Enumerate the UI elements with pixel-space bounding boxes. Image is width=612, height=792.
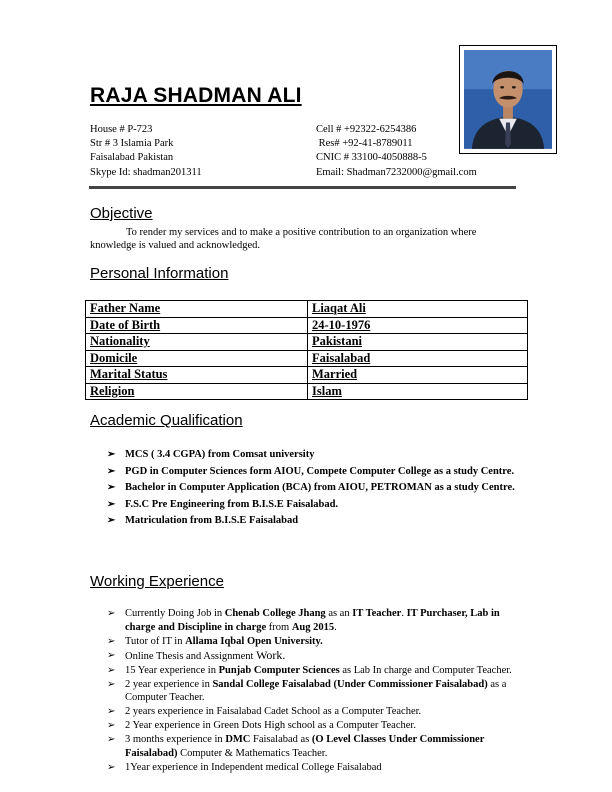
academic-item-text: Bachelor in Computer Application (BCA) from AIOU, PETROMAN as a study Centre. — [125, 482, 515, 493]
info-row — [86, 367, 528, 384]
info-value: Pakistani — [312, 334, 363, 349]
info-key: Domicile — [90, 350, 138, 365]
work-item-bold-text: Allama Iqbal Open University. — [185, 635, 323, 647]
work-list — [107, 607, 517, 775]
arrow-bullet-icon: ➢ — [107, 734, 116, 745]
work-item — [107, 635, 517, 649]
work-item-bold-text: Sandal College Faisalabad (Under Commissioner Faisalabad) — [212, 678, 488, 690]
work-item-text: as Lab In charge and Computer Teacher. — [339, 664, 512, 676]
work-item-text: Faisalabad as — [250, 734, 312, 745]
arrow-bullet-icon: ➢ — [107, 761, 116, 773]
info-key: Father Name — [90, 301, 161, 316]
work-item-text: Computer & Mathematics Teacher. — [177, 747, 328, 759]
work-item-bold-text: Chenab College Jhang — [224, 608, 326, 619]
info-key-cell — [86, 350, 308, 367]
candidate-name: RAJA SHADMAN ALI — [90, 84, 302, 107]
work-item — [107, 664, 517, 678]
arrow-bullet-icon: ➢ — [107, 608, 116, 619]
house-address: House # P-723 — [90, 124, 153, 135]
objective-text-block — [90, 226, 520, 252]
work-item — [107, 678, 517, 705]
info-key: Marital Status — [90, 367, 168, 382]
street-address: Str # 3 Islamia Park — [90, 138, 174, 150]
info-key-cell — [86, 367, 308, 384]
arrow-bullet-icon: ➢ — [107, 449, 116, 460]
work-item — [107, 761, 517, 775]
arrow-bullet-icon: ➢ — [107, 515, 116, 526]
info-value-cell — [308, 383, 528, 400]
arrow-bullet-icon: ➢ — [107, 482, 116, 493]
work-item-text: Work. — [256, 647, 286, 662]
info-value-cell — [308, 350, 528, 367]
cnic-number: CNIC # 33100-4050888-5 — [316, 152, 427, 164]
info-row — [86, 317, 528, 334]
academic-heading: Academic Qualification — [90, 412, 243, 429]
info-value-cell — [308, 334, 528, 351]
residence-number: Res# +92-41-8789011 — [316, 138, 413, 150]
contact-phone-block — [316, 123, 516, 180]
academic-item-text: F.S.C Pre Engineering from B.I.S.E Faisalabad. — [125, 498, 339, 510]
arrow-bullet-icon: ➢ — [107, 498, 116, 510]
work-item — [107, 733, 517, 760]
info-value: Faisalabad — [312, 350, 371, 365]
work-item-text: 15 Year experience in — [125, 664, 219, 676]
work-item-text: 3 months experience in — [125, 734, 226, 745]
academic-item-text: PGD in Computer Sciences form AIOU, Compete Computer College as a study Centre. — [125, 465, 515, 477]
academic-item-text: Matriculation from B.I.S.E Faisalabad — [125, 515, 299, 526]
work-item-text: as an — [325, 608, 353, 619]
academic-item-text: MCS ( 3.4 CGPA) from Comsat university — [125, 449, 315, 460]
info-key-cell — [86, 317, 308, 334]
work-item-text: as a Computer Teacher. — [125, 678, 507, 703]
work-item-bold-text: (O Level Classes Under Commissioner Faisalabad) — [125, 734, 485, 759]
info-row — [86, 350, 528, 367]
info-value-cell — [308, 301, 528, 318]
work-item-text: Currently Doing Job in — [125, 608, 225, 619]
info-key: Date of Birth — [90, 317, 161, 332]
arrow-bullet-icon: ➢ — [107, 678, 116, 690]
work-item — [107, 649, 517, 664]
info-key: Nationality — [90, 334, 150, 349]
arrow-bullet-icon: ➢ — [107, 649, 116, 661]
personal-info-heading: Personal Information — [90, 265, 229, 282]
academic-item — [107, 514, 517, 528]
info-key-cell — [86, 334, 308, 351]
contact-address-block — [90, 123, 310, 180]
arrow-bullet-icon: ➢ — [107, 706, 116, 717]
academic-item — [107, 465, 517, 479]
work-item-text: . — [401, 608, 407, 619]
work-item-text: Tutor of IT in — [125, 635, 186, 647]
info-value-cell — [308, 367, 528, 384]
header-divider — [89, 186, 516, 189]
info-key-cell — [86, 301, 308, 318]
work-item-text: from — [266, 621, 292, 633]
arrow-bullet-icon: ➢ — [107, 635, 116, 647]
info-value: 24-10-1976 — [312, 317, 371, 332]
city-country: Faisalabad Pakistan — [90, 152, 174, 164]
work-item-bold-text: Aug 2015 — [291, 621, 335, 633]
work-item-text: . — [334, 621, 337, 633]
arrow-bullet-icon: ➢ — [107, 720, 116, 731]
info-row — [86, 383, 528, 400]
info-value: Married — [312, 367, 358, 382]
academic-item — [107, 448, 517, 462]
info-value: Liaqat Ali — [312, 301, 366, 316]
work-item — [107, 607, 517, 634]
info-row — [86, 334, 528, 351]
info-value: Islam — [312, 383, 342, 398]
info-key-cell — [86, 383, 308, 400]
academic-list — [107, 448, 517, 531]
objective-text: To render my services and to make a positive contribution to an organization where knowledge is valued and acknowledged. — [90, 227, 477, 251]
work-item-bold-text: Punjab Computer Sciences — [218, 664, 340, 676]
work-item — [107, 719, 517, 733]
academic-item — [107, 498, 517, 512]
work-item-bold-text: IT Purchaser, Lab in charge and Discipline in charge — [125, 608, 500, 633]
work-item-text: 2 year experience in — [125, 678, 213, 690]
objective-heading: Objective — [90, 205, 153, 222]
arrow-bullet-icon: ➢ — [107, 664, 116, 676]
work-item-text: 1Year experience in Independent medical College Faisalabad — [125, 761, 382, 773]
work-item-bold-text: DMC — [225, 734, 251, 745]
personal-info-table — [85, 300, 528, 400]
arrow-bullet-icon: ➢ — [107, 465, 116, 477]
info-row — [86, 301, 528, 318]
info-value-cell — [308, 317, 528, 334]
work-item-bold-text: IT Teacher — [352, 608, 402, 619]
academic-item — [107, 481, 517, 495]
work-item-text: Online Thesis and Assignment — [125, 650, 257, 662]
work-item-text: 2 Year experience in Green Dots High school as a Computer Teacher. — [125, 720, 416, 731]
cell-number: Cell # +92322-6254386 — [316, 124, 417, 135]
info-key: Religion — [90, 383, 135, 398]
email-address[interactable]: Email: Shadman7232000@gmail.com — [316, 166, 477, 178]
work-item — [107, 705, 517, 719]
work-heading: Working Experience — [90, 573, 224, 590]
skype-id: Skype Id: shadman201311 — [90, 166, 202, 178]
work-item-text: 2 years experience in Faisalabad Cadet School as a Computer Teacher. — [125, 706, 422, 717]
